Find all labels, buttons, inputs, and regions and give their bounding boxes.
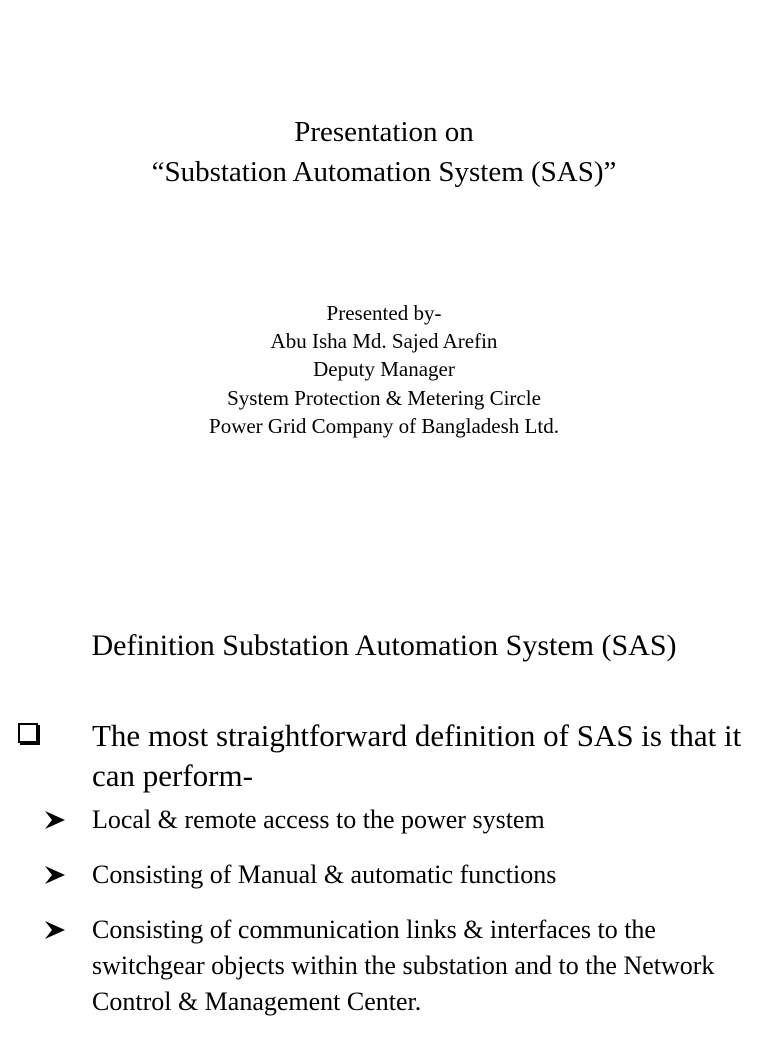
main-bullet-point — [18, 716, 758, 796]
list-item — [44, 912, 754, 1020]
arrow-bullet-icon — [44, 865, 66, 885]
definition-slide — [0, 590, 768, 1024]
presenter-info — [0, 299, 768, 440]
sub-bullet-text: Consisting of communication links & interfaces to the switchgear objects within the substation and to the Network Control & Management Center. — [92, 915, 715, 1016]
presentation-title — [0, 112, 768, 192]
checkbox-bullet-icon — [18, 723, 38, 743]
sub-bullet-text: Local & remote access to the power system — [92, 805, 545, 834]
presented-by-label: Presented by- — [326, 301, 442, 325]
presenter-name: Abu Isha Md. Sajed Arefin — [270, 329, 498, 354]
list-item — [44, 857, 754, 893]
arrow-bullet-icon — [44, 920, 66, 940]
sub-bullet-list — [44, 802, 754, 1039]
title-line-2: “Substation Automation System (SAS)” — [151, 156, 617, 188]
presenter-position: Deputy Manager — [313, 357, 455, 382]
arrow-bullet-icon — [44, 810, 66, 830]
presenter-department: System Protection & Metering Circle — [227, 385, 541, 410]
sub-bullet-text: Consisting of Manual & automatic functions — [92, 860, 557, 889]
list-item — [44, 802, 754, 838]
slide-heading: Definition Substation Automation System (SAS) — [91, 629, 677, 662]
presenter-company: Power Grid Company of Bangladesh Ltd. — [209, 413, 559, 438]
title-line-1: Presentation on — [294, 116, 474, 148]
main-bullet-text: The most straightforward definition of SAS is that it can perform- — [92, 718, 742, 793]
